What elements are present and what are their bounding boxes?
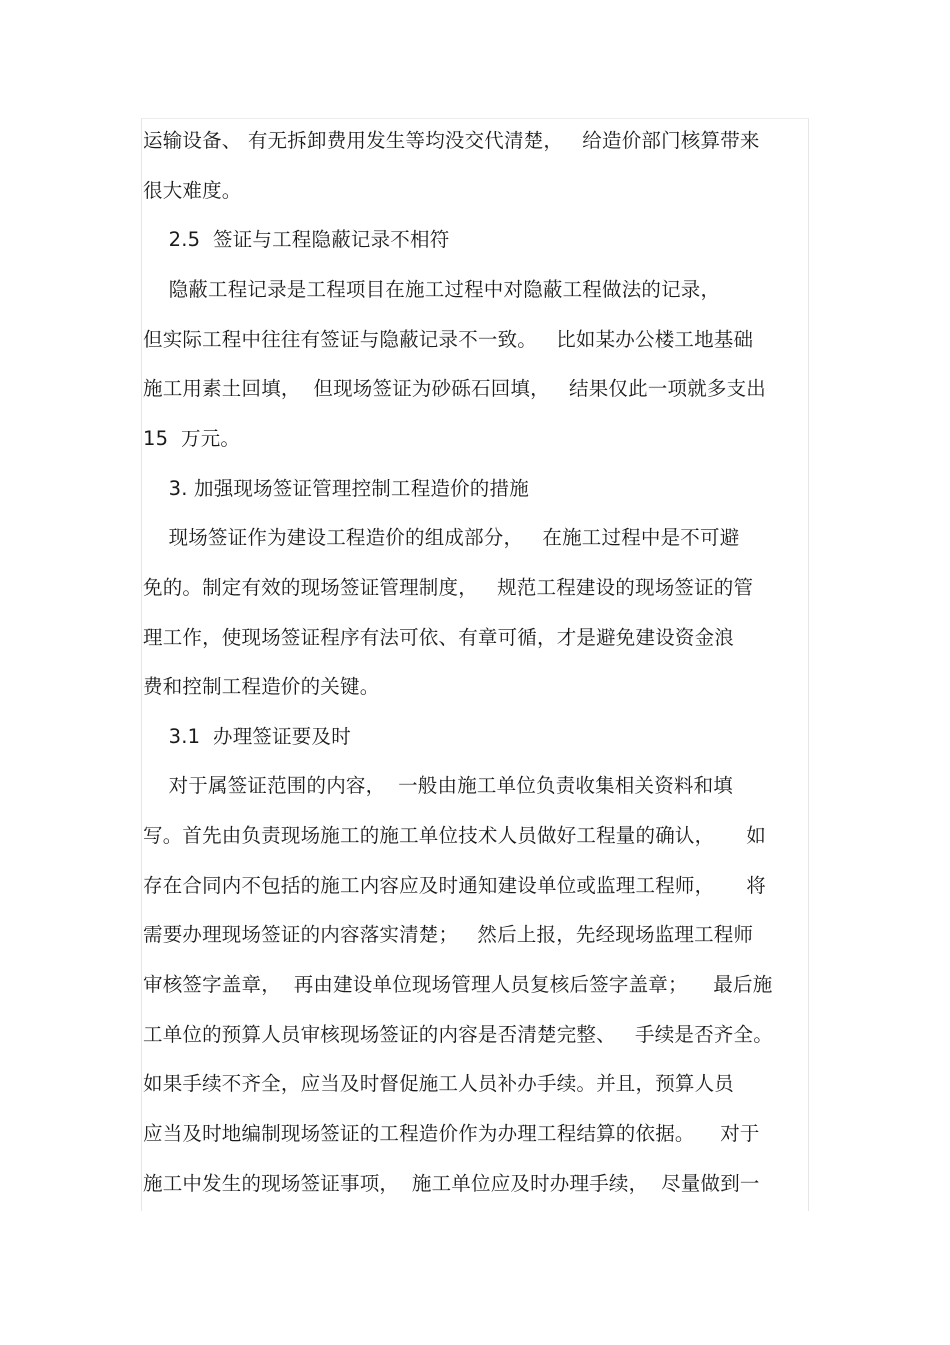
- text-line: 现场签证作为建设工程造价的组成部分， 在施工过程中是不可避: [143, 526, 740, 550]
- text-line: 3.1 办理签证要及时: [143, 724, 351, 748]
- text-line: 15 万元。: [143, 426, 241, 450]
- text-line: 费和控制工程造价的关键。: [143, 675, 380, 699]
- text-line: 施工用素土回填， 但现场签证为砂砾石回填， 结果仅此一项就多支出: [143, 377, 766, 401]
- text-line: 免的。制定有效的现场签证管理制度， 规范工程建设的现场签证的管: [143, 575, 754, 599]
- text-line: 理工作，使现场签证程序有法可依、有章可循，才是避免建设资金浪: [143, 625, 735, 649]
- text-line: 写。首先由负责现场施工的施工单位技术人员做好工程量的确认， 如: [143, 824, 766, 848]
- text-line: 对于属签证范围的内容， 一般由施工单位负责收集相关资料和填: [143, 774, 733, 798]
- text-line: 3. 加强现场签证管理控制工程造价的措施: [143, 476, 529, 500]
- text-line: 施工中发生的现场签证事项， 施工单位应及时办理手续， 尽量做到一: [143, 1171, 760, 1195]
- text-line: 运输设备、 有无拆卸费用发生等均没交代清楚， 给造价部门核算带来: [143, 129, 760, 152]
- text-line: 工单位的预算人员审核现场签证的内容是否清楚完整、 手续是否齐全。: [143, 1022, 773, 1046]
- text-line: 如果手续不齐全，应当及时督促施工人员补办手续。并且，预算人员: [143, 1072, 735, 1096]
- text-line: 需要办理现场签证的内容落实清楚； 然后上报，先经现场监理工程师: [143, 923, 754, 947]
- text-line: 但实际工程中往往有签证与隐蔽记录不一致。 比如某办公楼工地基础: [143, 327, 754, 351]
- text-line: 审核签字盖章， 再由建设单位现场管理人员复核后签字盖章； 最后施: [143, 973, 773, 997]
- text-line: 存在合同内不包括的施工内容应及时通知建设单位或监理工程师， 将: [143, 873, 766, 897]
- text-line: 隐蔽工程记录是工程项目在施工过程中对隐蔽工程做法的记录，: [143, 277, 721, 301]
- text-line: 2.5 签证与工程隐蔽记录不相符: [143, 228, 450, 252]
- text-line: 应当及时地编制现场签证的工程造价作为办理工程结算的依据。 对于: [143, 1122, 760, 1145]
- text-line: 很大难度。: [143, 178, 242, 202]
